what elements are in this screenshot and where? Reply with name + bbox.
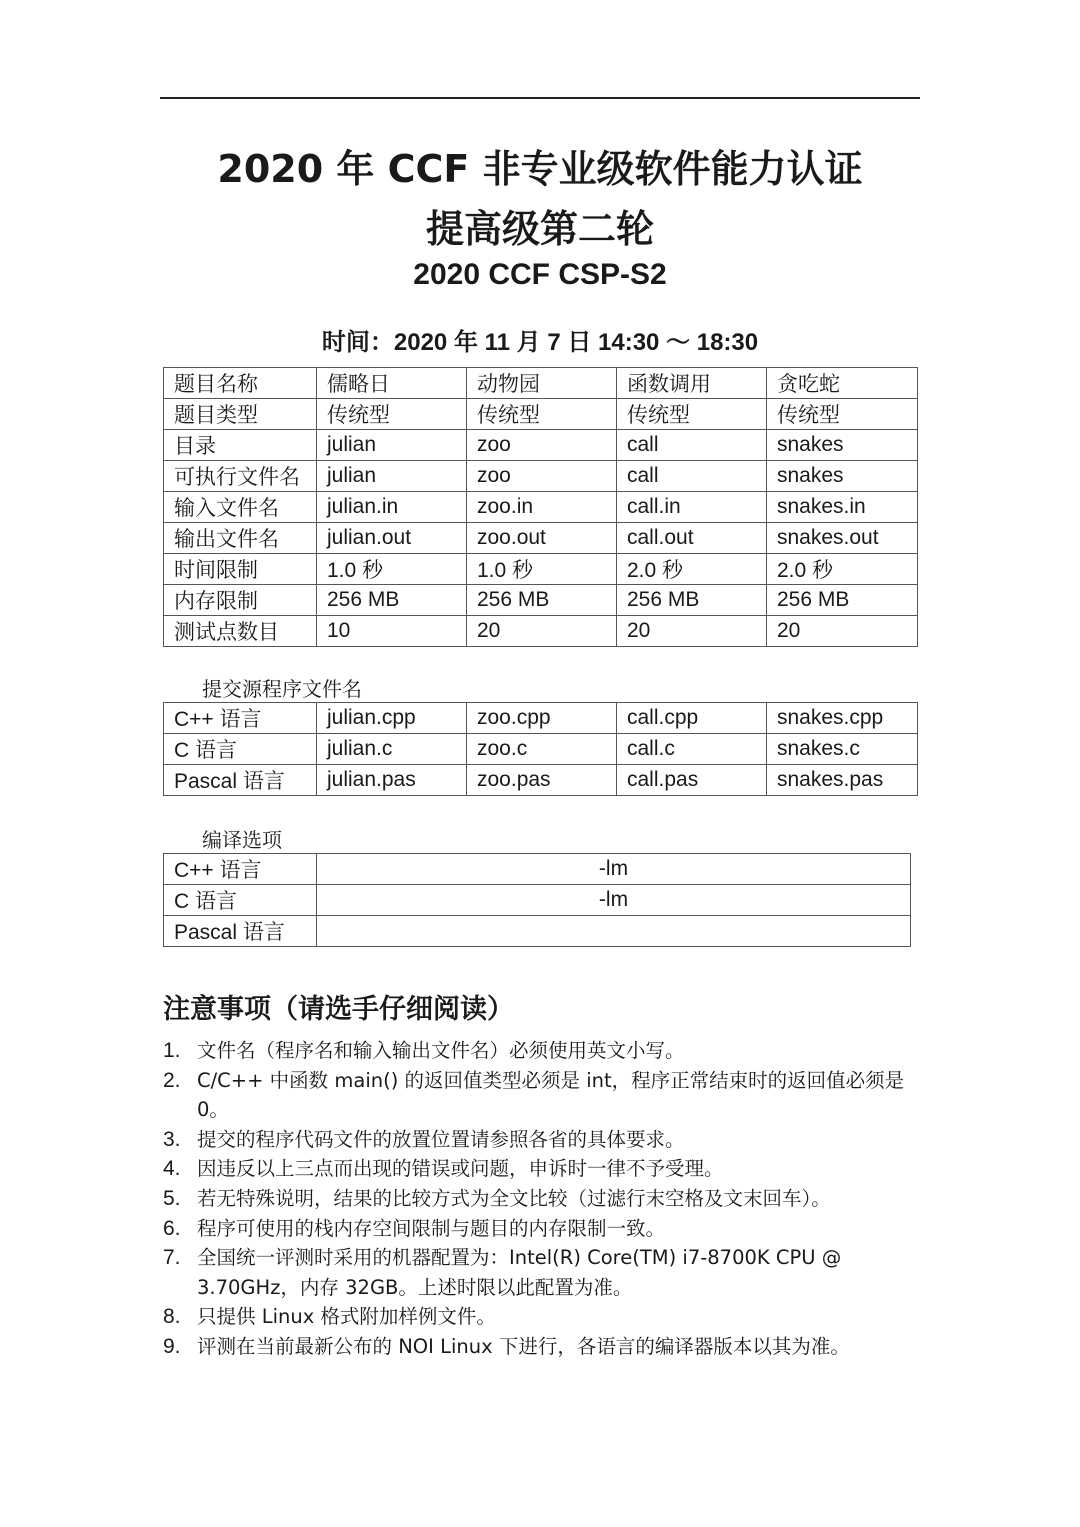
table-cell: 传统型: [617, 399, 767, 430]
table-cell: 20: [467, 616, 617, 647]
table-cell: 20: [767, 616, 918, 647]
row-header-cell: 输入文件名: [164, 492, 317, 523]
list-item-number: 4.: [163, 1157, 181, 1181]
table-cell: [317, 916, 911, 947]
row-header-cell: C 语言: [164, 885, 317, 916]
list-item: [163, 1125, 923, 1155]
notice-heading: 注意事项（请选手仔细阅读）: [163, 994, 514, 1025]
list-item-text: 程序可使用的栈内存空间限制与题目的内存限制一致。: [197, 1216, 666, 1240]
table-row: [164, 765, 918, 796]
row-header-cell: C 语言: [164, 734, 317, 765]
table-cell: julian.c: [317, 734, 467, 765]
table-cell: 传统型: [467, 399, 617, 430]
list-item-number: 6.: [163, 1216, 181, 1240]
table-cell: zoo.in: [467, 492, 617, 523]
list-item: [163, 1214, 923, 1244]
table-cell: 1.0 秒: [467, 554, 617, 585]
list-item: [163, 1066, 923, 1125]
table-cell: 贪吃蛇: [767, 368, 918, 399]
table-cell: zoo: [467, 430, 617, 461]
list-item: [163, 1302, 923, 1332]
list-item-number: 1.: [163, 1039, 181, 1062]
list-item: [163, 1332, 923, 1362]
table-cell: snakes: [767, 430, 918, 461]
table-cell: 256 MB: [767, 585, 918, 616]
table-cell: call: [617, 430, 767, 461]
list-item: [163, 1154, 923, 1184]
table-cell: call.pas: [617, 765, 767, 796]
table-row: [164, 461, 918, 492]
table-cell: 函数调用: [617, 368, 767, 399]
table-cell: 10: [317, 616, 467, 647]
row-header-cell: 题目名称: [164, 368, 317, 399]
page-subtitle: 提高级第二轮: [425, 207, 654, 251]
table-cell: julian: [317, 461, 467, 492]
table-row: [164, 703, 918, 734]
page-title: 2020 年 CCF 非专业级软件能力认证: [217, 147, 863, 191]
row-header-cell: Pascal 语言: [164, 765, 317, 796]
list-item-text: 评测在当前最新公布的 NOI Linux 下进行，各语言的编译器版本以其为准。: [197, 1334, 850, 1358]
table-cell: call.c: [617, 734, 767, 765]
row-header-cell: C++ 语言: [164, 703, 317, 734]
table-cell: 256 MB: [617, 585, 767, 616]
table-cell: zoo.out: [467, 523, 617, 554]
table-cell: julian.in: [317, 492, 467, 523]
list-item: [163, 1243, 923, 1302]
table-cell: 传统型: [767, 399, 918, 430]
row-header-cell: 测试点数目: [164, 616, 317, 647]
compile-options-table: [163, 853, 911, 947]
table-row: [164, 554, 918, 585]
list-item: [163, 1036, 923, 1066]
table-row: [164, 492, 918, 523]
table-cell: 2.0 秒: [617, 554, 767, 585]
table-row: [164, 368, 918, 399]
list-item-number: 9.: [163, 1334, 181, 1358]
table-row: [164, 585, 918, 616]
table-cell: snakes.c: [767, 734, 918, 765]
table-cell: 1.0 秒: [317, 554, 467, 585]
list-item-text: 因违反以上三点而出现的错误或问题，申诉时一律不予受理。: [197, 1157, 724, 1181]
table-row: [164, 430, 918, 461]
row-header-cell: C++ 语言: [164, 854, 317, 885]
table-cell: zoo.pas: [467, 765, 617, 796]
list-item-text: 只提供 Linux 格式附加样例文件。: [197, 1305, 496, 1329]
list-item-number: 5.: [163, 1186, 181, 1210]
row-header-cell: Pascal 语言: [164, 916, 317, 947]
table-row: [164, 885, 911, 916]
table-cell: 256 MB: [317, 585, 467, 616]
table-cell: call.out: [617, 523, 767, 554]
list-item-text: 文件名（程序名和输入输出文件名）必须使用英文小写。: [197, 1039, 685, 1062]
table-cell: call.cpp: [617, 703, 767, 734]
table-cell: call.in: [617, 492, 767, 523]
table-cell: zoo.c: [467, 734, 617, 765]
table-row: [164, 399, 918, 430]
table-cell: -lm: [317, 885, 911, 916]
table-cell: 20: [617, 616, 767, 647]
table-cell: zoo: [467, 461, 617, 492]
table-cell: julian: [317, 430, 467, 461]
table-row: [164, 523, 918, 554]
row-header-cell: 目录: [164, 430, 317, 461]
source-files-table: [163, 702, 918, 796]
table-cell: snakes.pas: [767, 765, 918, 796]
table-cell: snakes.in: [767, 492, 918, 523]
table-cell: julian.pas: [317, 765, 467, 796]
row-header-cell: 可执行文件名: [164, 461, 317, 492]
row-header-cell: 时间限制: [164, 554, 317, 585]
list-item-number: 7.: [163, 1246, 181, 1270]
top-rule: [160, 97, 920, 99]
list-item-number: 3.: [163, 1127, 181, 1151]
table-row: [164, 854, 911, 885]
row-header-cell: 题目类型: [164, 399, 317, 430]
table-cell: julian.out: [317, 523, 467, 554]
list-item-number: 8.: [163, 1305, 181, 1329]
list-item-text: 全国统一评测时采用的机器配置为：Intel(R) Core(TM) i7-8700K CPU @ 3.70GHz，内存 32GB。上述时限以此配置为准。: [197, 1246, 842, 1299]
table-cell: call: [617, 461, 767, 492]
notice-list: [163, 1036, 923, 1362]
table-row: [164, 734, 918, 765]
list-item-text: 提交的程序代码文件的放置位置请参照各省的具体要求。: [197, 1127, 685, 1151]
list-item-text: 若无特殊说明，结果的比较方式为全文比较（过滤行末空格及文末回车）。: [197, 1186, 831, 1210]
table-cell: zoo.cpp: [467, 703, 617, 734]
exam-time: 时间：2020 年 11 月 7 日 14:30 ～ 18:30: [321, 329, 759, 356]
table-cell: 2.0 秒: [767, 554, 918, 585]
table-cell: 传统型: [317, 399, 467, 430]
table-cell: snakes.out: [767, 523, 918, 554]
row-header-cell: 输出文件名: [164, 523, 317, 554]
table-cell: -lm: [317, 854, 911, 885]
table-row: [164, 616, 918, 647]
table-row: [164, 916, 911, 947]
list-item: [163, 1184, 923, 1214]
table-cell: 256 MB: [467, 585, 617, 616]
exam-code: 2020 CCF CSP-S2: [413, 258, 667, 291]
table-cell: snakes.cpp: [767, 703, 918, 734]
table-cell: 动物园: [467, 368, 617, 399]
problem-info-table: [163, 367, 918, 647]
list-item-text: C/C++ 中函数 main() 的返回值类型必须是 int，程序正常结束时的返回值必须是 0。: [197, 1068, 905, 1122]
table-cell: 儒略日: [317, 368, 467, 399]
list-item-number: 2.: [163, 1068, 181, 1092]
row-header-cell: 内存限制: [164, 585, 317, 616]
source-files-label: 提交源程序文件名: [202, 677, 362, 701]
table-cell: julian.cpp: [317, 703, 467, 734]
table-cell: snakes: [767, 461, 918, 492]
compile-options-label: 编译选项: [202, 828, 282, 852]
